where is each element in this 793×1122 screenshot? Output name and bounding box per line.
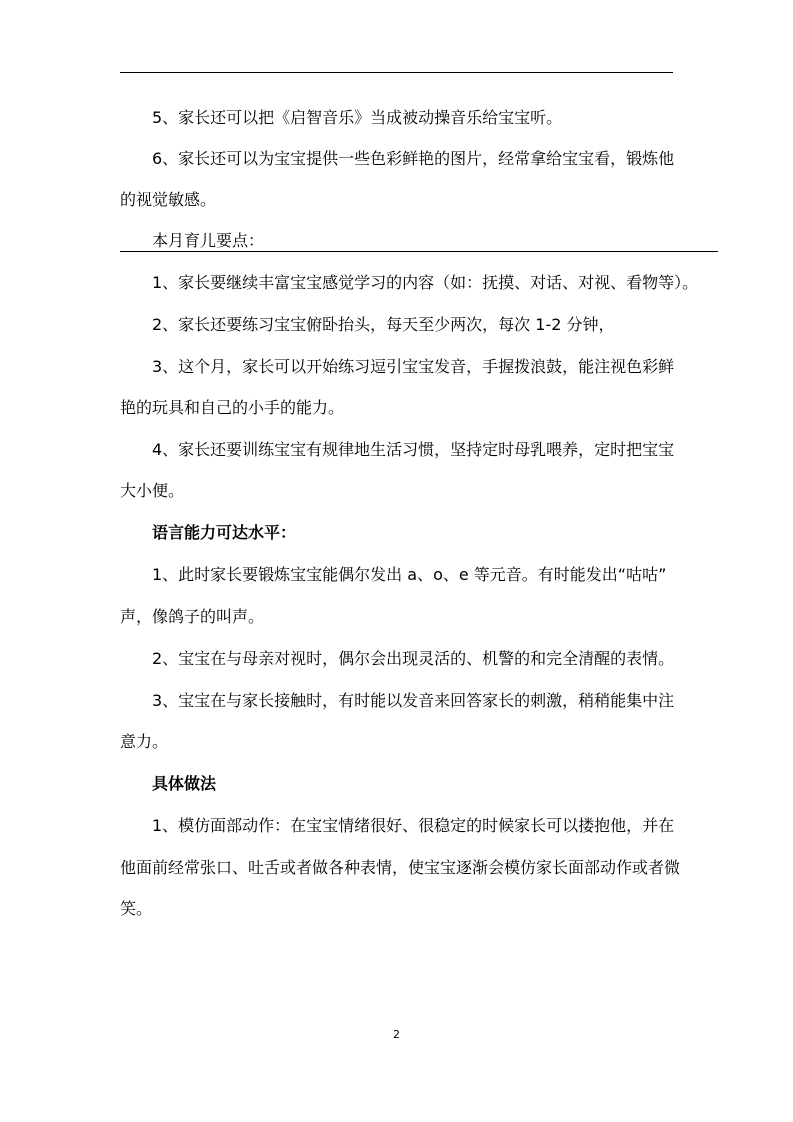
paragraph-line: 3、宝宝在与家长接触时，有时能以发音来回答家长的刺激，稍稍能集中注 <box>152 691 675 710</box>
paragraph-line: 他面前经常张口、吐舌或者做各种表情，使宝宝逐渐会模仿家长面部动作或者微 <box>120 858 681 877</box>
paragraph-line: 1、家长要继续丰富宝宝感觉学习的内容（如：抚摸、对话、对视、看物等）。 <box>152 273 699 292</box>
paragraph-line: 4、家长还要训练宝宝有规律地生活习惯，坚持定时母乳喂养，定时把宝宝 <box>152 440 675 459</box>
paragraph-line: 2、家长还要练习宝宝俯卧抬头，每天至少两次，每次 1-2 分钟， <box>152 315 615 334</box>
paragraph-line: 笑。 <box>120 899 153 918</box>
paragraph-line: 1、此时家长要锻炼宝宝能偶尔发出 a、o、e 等元音。有时能发出“咕咕” <box>152 565 667 584</box>
paragraph-line: 意力。 <box>120 732 169 751</box>
paragraph-line: 6、家长还可以为宝宝提供一些色彩鲜艳的图片，经常拿给宝宝看，锻炼他 <box>152 149 675 168</box>
paragraph-line: 1、模仿面部动作：在宝宝情绪很好、很稳定的时候家长可以搂抱他，并在 <box>152 816 675 835</box>
paragraph-line: 大小便。 <box>120 481 185 500</box>
header-rule <box>120 72 673 73</box>
paragraph-line: 艳的玩具和自己的小手的能力。 <box>120 398 345 417</box>
paragraph-line: 声，像鸽子的叫声。 <box>120 607 265 626</box>
section-heading: 具体做法 <box>152 774 217 793</box>
page-number: 2 <box>393 1028 400 1041</box>
paragraph-line: 的视觉敏感。 <box>120 190 217 209</box>
section-heading: 语言能力可达水平： <box>152 523 297 542</box>
paragraph-line: 3、这个月，家长可以开始练习逗引宝宝发音，手握拨浪鼓，能注视色彩鲜 <box>152 357 675 376</box>
paragraph-line: 2、宝宝在与母亲对视时，偶尔会出现灵活的、机警的和完全清醒的表情。 <box>152 649 675 668</box>
paragraph-line: 5、家长还可以把《启智音乐》当成被动操音乐给宝宝听。 <box>152 108 563 127</box>
section-heading-underlined: 本月育儿要点： <box>120 231 718 252</box>
